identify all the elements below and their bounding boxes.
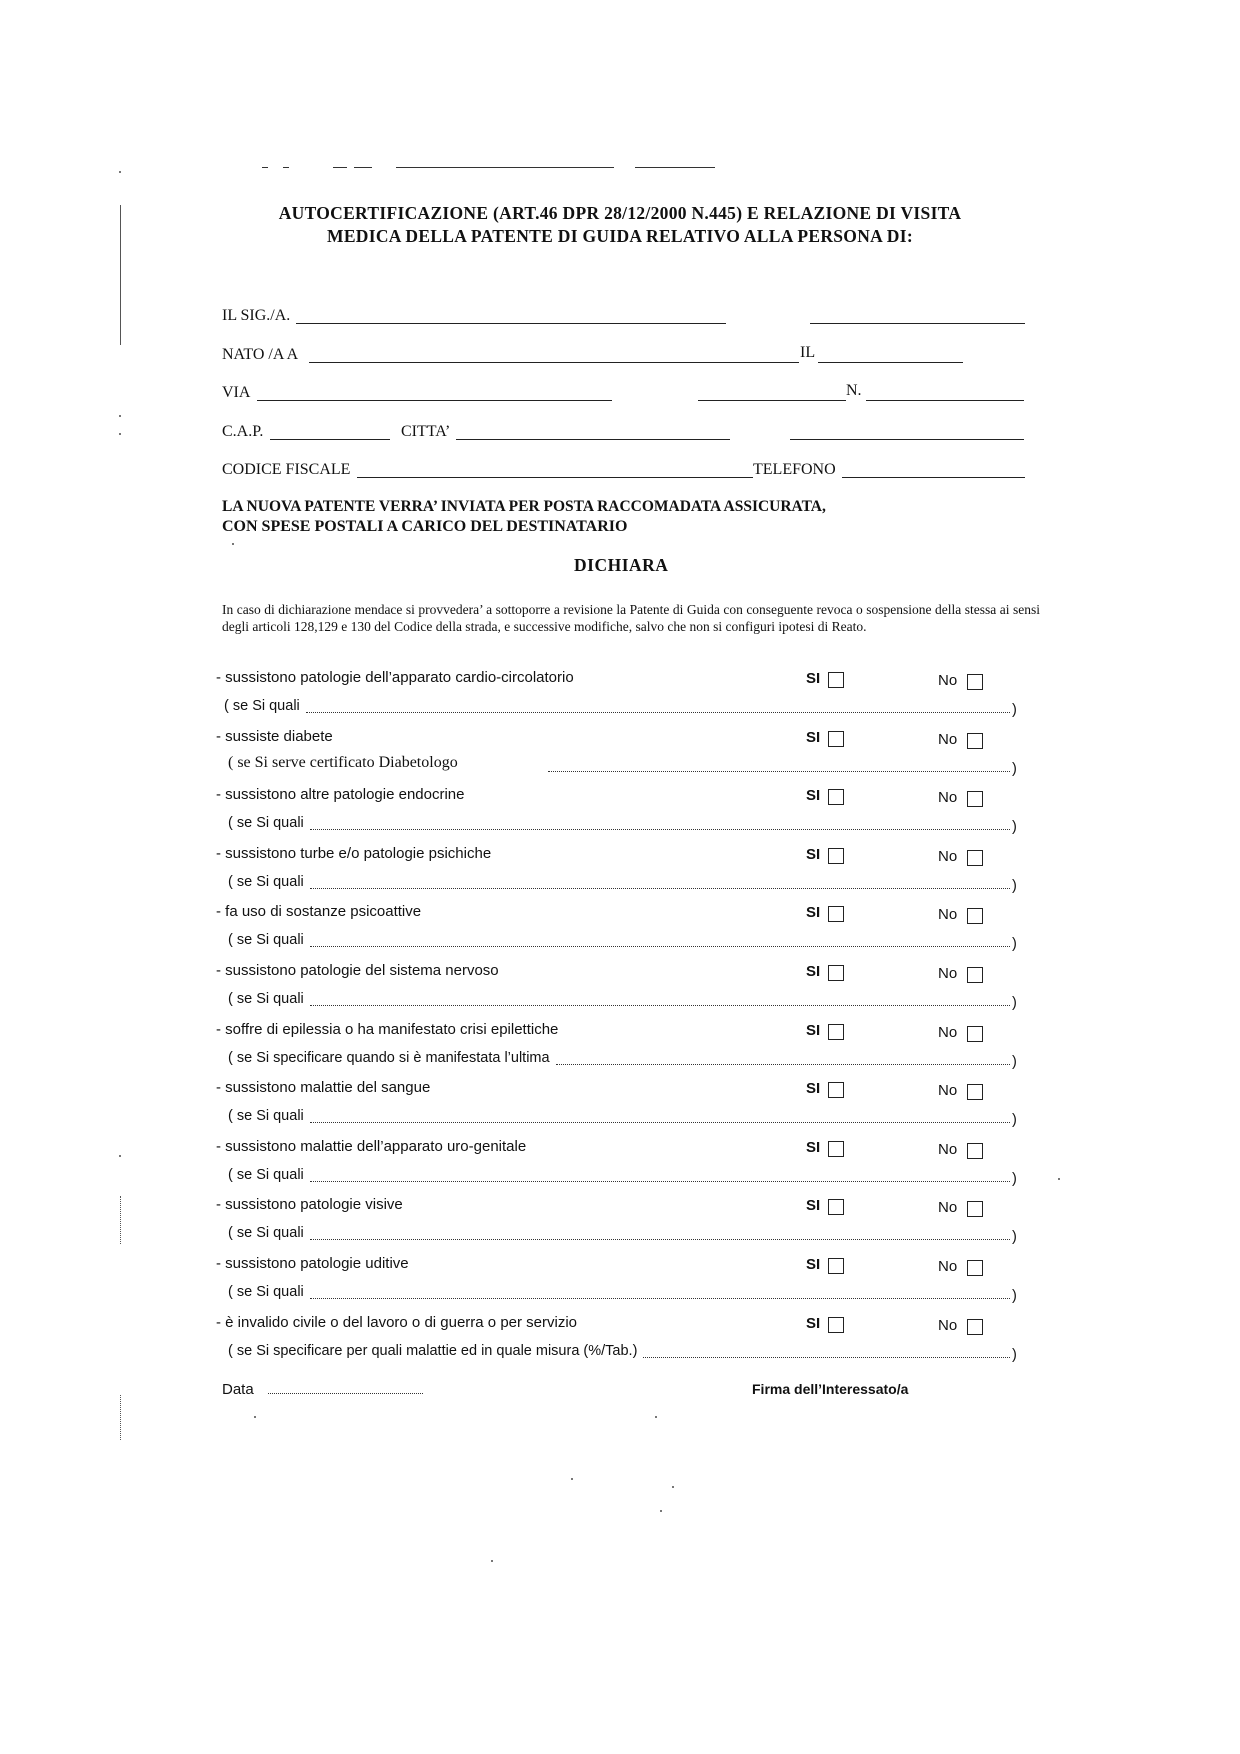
answer-input-dots[interactable] bbox=[556, 1064, 1010, 1065]
yes-label: SI bbox=[806, 846, 821, 863]
question-text: - sussistono patologie dell’apparato cardio-circolatorio bbox=[216, 669, 574, 686]
question-detail: ( se Si quali bbox=[228, 1284, 304, 1300]
yes-label: SI bbox=[806, 1256, 821, 1273]
question-text: - è invalido civile o del lavoro o di guerra o per servizio bbox=[216, 1314, 578, 1331]
question-text: - sussistono altre patologie endocrine bbox=[216, 786, 465, 803]
answer-input-dots[interactable] bbox=[310, 1122, 1010, 1123]
no-checkbox[interactable] bbox=[967, 1319, 983, 1335]
label-telefono: TELEFONO bbox=[753, 461, 836, 478]
delivery-notice-line1: LA NUOVA PATENTE VERRA’ INVIATA PER POSTA RACCOMADATA ASSICURATA, bbox=[222, 498, 826, 515]
label-cap: C.A.P. bbox=[222, 423, 264, 440]
question-detail: ( se Si quali bbox=[228, 1225, 304, 1241]
no-label: No bbox=[938, 906, 958, 923]
label-n: N. bbox=[846, 382, 862, 399]
document-title-line2: MEDICA DELLA PATENTE DI GUIDA RELATIVO ALLA PERSONA DI: bbox=[327, 226, 913, 246]
label-sig: IL SIG./A. bbox=[222, 307, 291, 324]
no-label: No bbox=[938, 1141, 958, 1158]
no-label: No bbox=[938, 1082, 958, 1099]
yes-checkbox[interactable] bbox=[828, 906, 844, 922]
birthplace-input-line[interactable] bbox=[309, 362, 799, 363]
question-detail: ( se Si quali bbox=[228, 1167, 304, 1183]
question-text: - sussiste diabete bbox=[216, 728, 333, 745]
scan-speck bbox=[1058, 1178, 1060, 1180]
signature-label: Firma dell’Interessato/a bbox=[752, 1381, 909, 1397]
question-detail: ( se Si quali bbox=[228, 1108, 304, 1124]
no-label: No bbox=[938, 1317, 958, 1334]
yes-checkbox[interactable] bbox=[828, 731, 844, 747]
street-extra-line[interactable] bbox=[698, 400, 846, 401]
question-text: - fa uso di sostanze psicoattive bbox=[216, 903, 422, 920]
scan-artifact-line bbox=[396, 167, 614, 168]
yes-checkbox[interactable] bbox=[828, 789, 844, 805]
question-detail: ( se Si quali bbox=[228, 815, 304, 831]
no-checkbox[interactable] bbox=[967, 1026, 983, 1042]
no-checkbox[interactable] bbox=[967, 1201, 983, 1217]
label-codice-fiscale: CODICE FISCALE bbox=[222, 461, 351, 478]
closing-paren: ) bbox=[1012, 1288, 1017, 1304]
answer-input-dots[interactable] bbox=[548, 771, 1010, 772]
cap-input-line[interactable] bbox=[270, 439, 390, 440]
question-text: - soffre di epilessia o ha manifestato crisi epilettiche bbox=[216, 1021, 559, 1038]
no-checkbox[interactable] bbox=[967, 674, 983, 690]
no-checkbox[interactable] bbox=[967, 908, 983, 924]
yes-label: SI bbox=[806, 963, 821, 980]
yes-label: SI bbox=[806, 1139, 821, 1156]
yes-label: SI bbox=[806, 1197, 821, 1214]
closing-paren: ) bbox=[1012, 761, 1017, 777]
closing-paren: ) bbox=[1012, 936, 1017, 952]
no-label: No bbox=[938, 789, 958, 806]
answer-input-dots[interactable] bbox=[643, 1357, 1010, 1358]
closing-paren: ) bbox=[1012, 878, 1017, 894]
yes-label: SI bbox=[806, 904, 821, 921]
closing-paren: ) bbox=[1012, 1054, 1017, 1070]
question-text: - sussistono patologie del sistema nervoso bbox=[216, 962, 499, 979]
no-checkbox[interactable] bbox=[967, 967, 983, 983]
scan-speck bbox=[119, 415, 121, 417]
yes-checkbox[interactable] bbox=[828, 1082, 844, 1098]
question-text: - sussistono malattie del sangue bbox=[216, 1079, 431, 1096]
house-number-input-line[interactable] bbox=[866, 400, 1024, 401]
scan-speck bbox=[119, 433, 121, 435]
question-detail: ( se Si specificare per quali malattie ed in quale misura (%/Tab.) bbox=[228, 1343, 638, 1359]
answer-input-dots[interactable] bbox=[310, 1239, 1010, 1240]
no-checkbox[interactable] bbox=[967, 850, 983, 866]
question-detail: ( se Si serve certificato Diabetologo bbox=[228, 754, 458, 771]
label-il: IL bbox=[800, 344, 816, 361]
answer-input-dots[interactable] bbox=[310, 946, 1010, 947]
yes-checkbox[interactable] bbox=[828, 1258, 844, 1274]
scan-artifact-line bbox=[354, 167, 372, 168]
scan-speck bbox=[655, 1416, 657, 1418]
date-label: Data bbox=[222, 1381, 254, 1398]
label-citta: CITTA’ bbox=[401, 423, 451, 440]
yes-checkbox[interactable] bbox=[828, 1317, 844, 1333]
answer-input-dots[interactable] bbox=[310, 1298, 1010, 1299]
label-via: VIA bbox=[222, 384, 251, 401]
closing-paren: ) bbox=[1012, 1112, 1017, 1128]
yes-label: SI bbox=[806, 1080, 821, 1097]
closing-paren: ) bbox=[1012, 995, 1017, 1011]
scan-speck bbox=[119, 1155, 121, 1157]
yes-checkbox[interactable] bbox=[828, 672, 844, 688]
answer-input-dots[interactable] bbox=[310, 829, 1010, 830]
scan-speck bbox=[232, 543, 234, 545]
yes-label: SI bbox=[806, 1315, 821, 1332]
answer-input-dots[interactable] bbox=[310, 1181, 1010, 1182]
document-title-line1: AUTOCERTIFICAZIONE (ART.46 DPR 28/12/2000 N.445) E RELAZIONE DI VISITA bbox=[278, 203, 962, 223]
yes-checkbox[interactable] bbox=[828, 848, 844, 864]
closing-paren: ) bbox=[1012, 1229, 1017, 1245]
no-label: No bbox=[938, 1258, 958, 1275]
city-input-line[interactable] bbox=[456, 439, 730, 440]
dichiara-heading: DICHIARA bbox=[574, 555, 669, 575]
scan-artifact-line bbox=[283, 167, 289, 168]
date-input-dots[interactable] bbox=[268, 1393, 423, 1394]
closing-paren: ) bbox=[1012, 819, 1017, 835]
street-input-line[interactable] bbox=[257, 400, 612, 401]
declaration-paragraph: In caso di dichiarazione mendace si provvedera’ a sottoporre a revisione la Patente di Guida con conseguente revoca o sospensione della stessa ai sensi degli articoli 128,129 e 130 del Codice della strada, e successive modifiche, salvo che non si configuri ipotesi di Reato. bbox=[222, 602, 1040, 634]
birthdate-input-line[interactable] bbox=[818, 362, 963, 363]
sig-extra-line[interactable] bbox=[810, 323, 1025, 324]
question-text: - sussistono malattie dell’apparato uro-genitale bbox=[216, 1138, 527, 1155]
no-checkbox[interactable] bbox=[967, 791, 983, 807]
yes-label: SI bbox=[806, 729, 821, 746]
closing-paren: ) bbox=[1012, 1171, 1017, 1187]
scan-artifact-line bbox=[333, 167, 347, 168]
scan-speck bbox=[672, 1486, 674, 1488]
yes-checkbox[interactable] bbox=[828, 1141, 844, 1157]
scan-speck bbox=[254, 1416, 256, 1418]
question-detail: ( se Si quali bbox=[228, 932, 304, 948]
scan-artifact-line bbox=[262, 167, 268, 168]
yes-label: SI bbox=[806, 1022, 821, 1039]
label-nato: NATO /A A bbox=[222, 346, 299, 363]
no-label: No bbox=[938, 731, 958, 748]
question-text: - sussistono patologie visive bbox=[216, 1196, 403, 1213]
no-label: No bbox=[938, 848, 958, 865]
no-checkbox[interactable] bbox=[967, 1143, 983, 1159]
no-label: No bbox=[938, 965, 958, 982]
scan-margin-line bbox=[120, 205, 121, 345]
sig-input-line[interactable] bbox=[296, 323, 726, 324]
question-detail: ( se Si quali bbox=[228, 991, 304, 1007]
phone-input-line[interactable] bbox=[842, 477, 1025, 478]
scan-margin-line bbox=[120, 1196, 121, 1244]
delivery-notice-line2: CON SPESE POSTALI A CARICO DEL DESTINATARIO bbox=[222, 518, 628, 535]
closing-paren: ) bbox=[1012, 702, 1017, 718]
no-label: No bbox=[938, 672, 958, 689]
answer-input-dots[interactable] bbox=[310, 1005, 1010, 1006]
question-text: - sussistono turbe e/o patologie psichiche bbox=[216, 845, 492, 862]
question-detail: ( se Si quali bbox=[224, 698, 300, 714]
answer-input-dots[interactable] bbox=[310, 888, 1010, 889]
no-checkbox[interactable] bbox=[967, 733, 983, 749]
yes-checkbox[interactable] bbox=[828, 1024, 844, 1040]
yes-checkbox[interactable] bbox=[828, 965, 844, 981]
question-detail: ( se Si specificare quando si è manifestata l’ultima bbox=[228, 1050, 550, 1066]
no-label: No bbox=[938, 1024, 958, 1041]
answer-input-dots[interactable] bbox=[306, 712, 1010, 713]
fiscal-code-input-line[interactable] bbox=[357, 477, 753, 478]
yes-label: SI bbox=[806, 670, 821, 687]
no-label: No bbox=[938, 1199, 958, 1216]
question-text: - sussistono patologie uditive bbox=[216, 1255, 409, 1272]
closing-paren: ) bbox=[1012, 1347, 1017, 1363]
question-detail: ( se Si quali bbox=[228, 874, 304, 890]
yes-label: SI bbox=[806, 787, 821, 804]
no-checkbox[interactable] bbox=[967, 1260, 983, 1276]
scan-speck bbox=[491, 1560, 493, 1562]
no-checkbox[interactable] bbox=[967, 1084, 983, 1100]
scan-artifact-line bbox=[635, 167, 715, 168]
yes-checkbox[interactable] bbox=[828, 1199, 844, 1215]
scan-speck bbox=[660, 1510, 662, 1512]
scan-speck bbox=[571, 1478, 573, 1480]
scan-margin-line bbox=[120, 1395, 121, 1440]
scan-speck bbox=[119, 171, 121, 173]
city-extra-line[interactable] bbox=[790, 439, 1024, 440]
